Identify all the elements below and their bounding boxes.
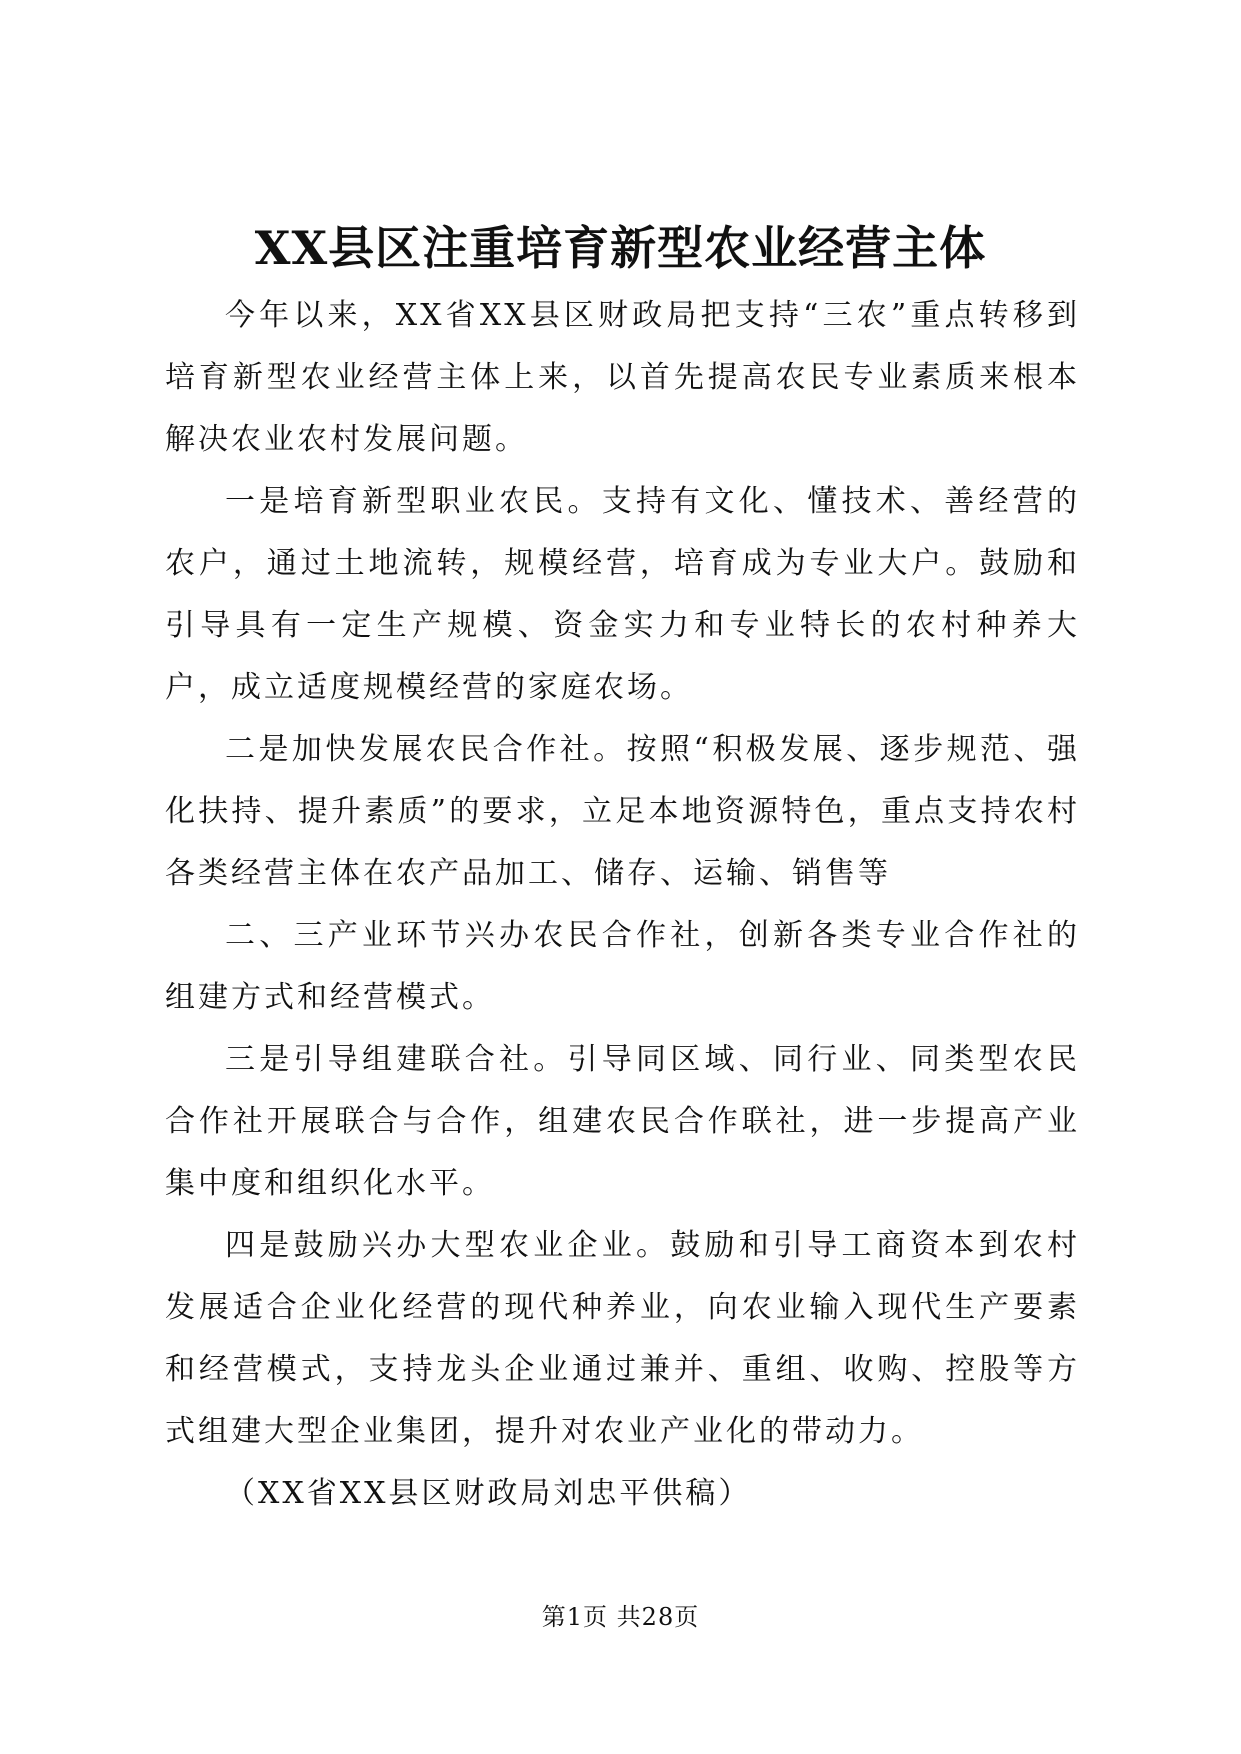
paragraph-point-2-continued: 二、三产业环节兴办农民合作社，创新各类专业合作社的组建方式和经营模式。 [165,918,1080,1015]
document-title: XX县区注重培育新型农业经营主体 [254,221,987,275]
paragraph-intro: 今年以来，XX省XX县区财政局把支持“三农”重点转移到培育新型农业经营主体上来，以首先提高农民专业素质来根本解决农业农村发展问题。 [165,298,1080,457]
paragraph-point-3: 三是引导组建联合社。引导同区域、同行业、同类型农民合作社开展联合与合作，组建农民合作联社，进一步提高产业集中度和组织化水平。 [165,1042,1080,1201]
page-number-footer: 第1页 共28页 [541,1603,700,1631]
document-body [165,285,1080,1525]
paragraph-point-4: 四是鼓励兴办大型农业企业。鼓励和引导工商资本到农村发展适合企业化经营的现代种养业，向农业输入现代生产要素和经营模式，支持龙头企业通过兼并、重组、收购、控股等方式组建大型企业集团，提升对农业产业化的带动力。 [165,1228,1080,1449]
paragraph-point-1: 一是培育新型职业农民。支持有文化、懂技术、善经营的农户，通过土地流转，规模经营，培育成为专业大户。鼓励和引导具有一定生产规模、资金实力和专业特长的农村种养大户，成立适度规模经营的家庭农场。 [165,484,1080,705]
paragraph-source-credit: （XX省XX县区财政局刘忠平供稿） [225,1476,752,1511]
paragraph-point-2: 二是加快发展农民合作社。按照“积极发展、逐步规范、强化扶持、提升素质”的要求，立足本地资源特色，重点支持农村各类经营主体在农产品加工、储存、运输、销售等 [165,732,1080,891]
